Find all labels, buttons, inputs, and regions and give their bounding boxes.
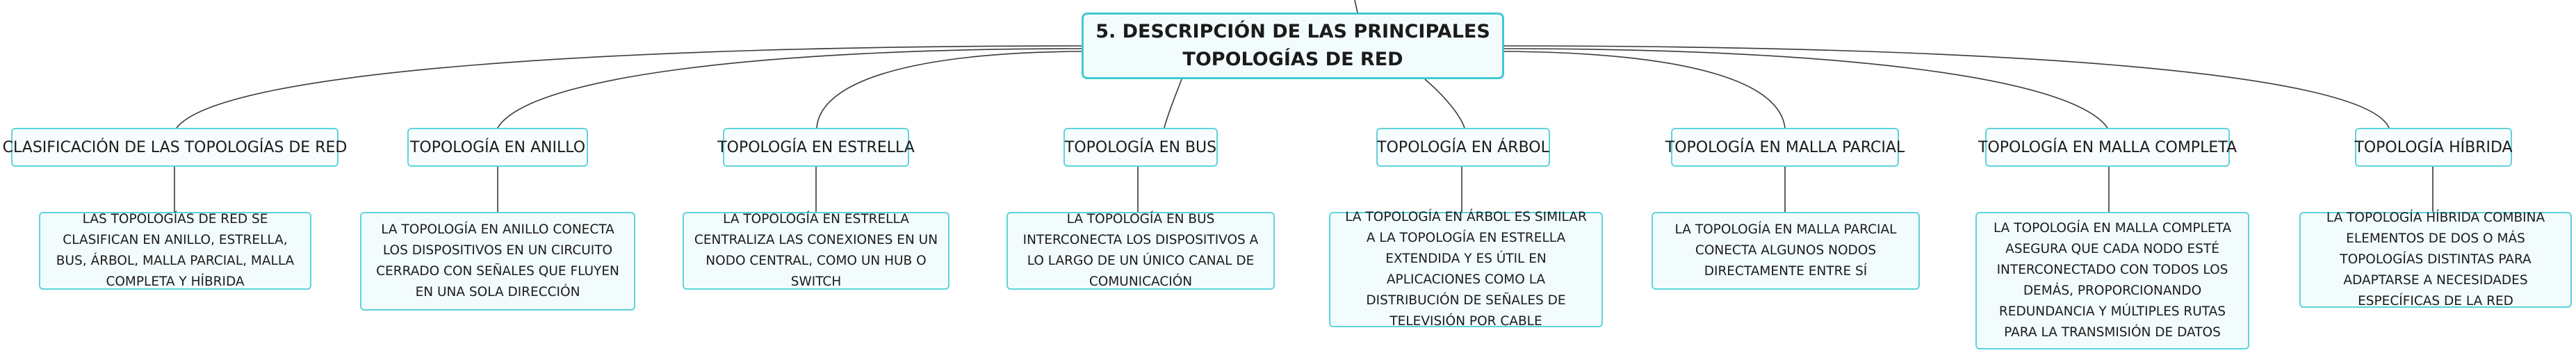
topic-label: TOPOLOGÍA EN MALLA PARCIAL bbox=[1665, 138, 1905, 156]
description-text: LA TOPOLOGÍA EN BUS INTERCONECTA LOS DISPOSITIVOS A LO LARGO DE UN ÚNICO CANAL DE COMUNICACIÓN bbox=[1022, 212, 1259, 289]
topic-bus[interactable] bbox=[1063, 128, 1218, 167]
topic-label: TOPOLOGÍA EN MALLA COMPLETA bbox=[1978, 138, 2237, 156]
connector-root-topic-7 bbox=[1504, 49, 2108, 128]
description-clasificacion[interactable] bbox=[39, 212, 311, 290]
description-bus[interactable] bbox=[1006, 212, 1275, 290]
description-text: LA TOPOLOGÍA EN MALLA COMPLETA ASEGURA QUE CADA NODO ESTÉ INTERCONECTADO CON TODOS LOS DEMÁS, PROPORCIONANDO REDUNDANCIA Y MÚLTIPLES RUTAS PARA LA TRANSMISIÓN DE DATOS bbox=[1993, 221, 2232, 340]
description-text: LA TOPOLOGÍA HÍBRIDA COMBINA ELEMENTOS DE DOS O MÁS TOPOLOGÍAS DISTINTAS PARA ADAPTARSE A NECESIDADES ESPECÍFICAS DE LA RED bbox=[2326, 211, 2545, 308]
connector-root-topic-6 bbox=[1504, 51, 1785, 128]
description-text: LA TOPOLOGÍA EN ÁRBOL ES SIMILAR A LA TOPOLOGÍA EN ESTRELLA EXTENDIDA Y ES ÚTIL EN APLICACIONES COMO LA DISTRIBUCIÓN DE SEÑALES DE TELEVISIÓN POR CABLE bbox=[1345, 210, 1587, 329]
description-text: LA TOPOLOGÍA EN MALLA PARCIAL CONECTA ALGUNOS NODOS DIRECTAMENTE ENTRE SÍ bbox=[1674, 222, 1897, 279]
root-title: 5. DESCRIPCIÓN DE LAS PRINCIPALES TOPOLOGÍAS DE RED bbox=[1095, 21, 1490, 70]
topic-anillo[interactable] bbox=[407, 128, 588, 167]
description-malla-parcial[interactable] bbox=[1652, 212, 1920, 290]
description-arbol[interactable] bbox=[1329, 212, 1603, 327]
connector-root-topic-2 bbox=[498, 49, 1082, 128]
topic-label: TOPOLOGÍA HÍBRIDA bbox=[2354, 138, 2513, 156]
topic-label: TOPOLOGÍA EN ANILLO bbox=[409, 138, 586, 156]
connector-parent-root bbox=[1355, 0, 1358, 13]
connector-root-topic-4 bbox=[1164, 79, 1182, 128]
description-text: LA TOPOLOGÍA EN ESTRELLA CENTRALIZA LAS CONEXIONES EN UN NODO CENTRAL, COMO UN HUB O SWITCH bbox=[694, 212, 938, 289]
connector-root-topic-1 bbox=[177, 46, 1082, 128]
description-estrella[interactable] bbox=[683, 212, 949, 290]
topic-label: TOPOLOGÍA EN ÁRBOL bbox=[1377, 138, 1549, 156]
connector-root-topic-5 bbox=[1425, 79, 1465, 128]
topic-malla-completa[interactable] bbox=[1978, 128, 2237, 167]
root-node[interactable] bbox=[1082, 13, 1504, 79]
topic-label: TOPOLOGÍA EN ESTRELLA bbox=[717, 138, 915, 156]
topic-label: CLASIFICACIÓN DE LAS TOPOLOGÍAS DE RED bbox=[2, 138, 348, 156]
description-anillo[interactable] bbox=[360, 212, 635, 311]
topic-estrella[interactable] bbox=[717, 128, 915, 167]
description-text: LAS TOPOLOGÍAS DE RED SE CLASIFICAN EN ANILLO, ESTRELLA, BUS, ÁRBOL, MALLA PARCIAL, MALLA COMPLETA Y HÍBRIDA bbox=[56, 212, 295, 289]
topic-malla-parcial[interactable] bbox=[1665, 128, 1905, 167]
topic-arbol[interactable] bbox=[1376, 128, 1550, 167]
topic-hibrida[interactable] bbox=[2355, 128, 2512, 167]
description-hibrida[interactable] bbox=[2299, 212, 2572, 308]
description-text: LA TOPOLOGÍA EN ANILLO CONECTA LOS DISPOSITIVOS EN UN CIRCUITO CERRADO CON SEÑALES QUE FLUYEN EN UNA SOLA DIRECCIÓN bbox=[376, 222, 619, 299]
description-malla-completa[interactable] bbox=[1975, 212, 2249, 349]
connector-root-topic-3 bbox=[817, 51, 1082, 128]
topic-label: TOPOLOGÍA EN BUS bbox=[1064, 138, 1217, 156]
topic-clasificacion[interactable] bbox=[2, 128, 348, 167]
